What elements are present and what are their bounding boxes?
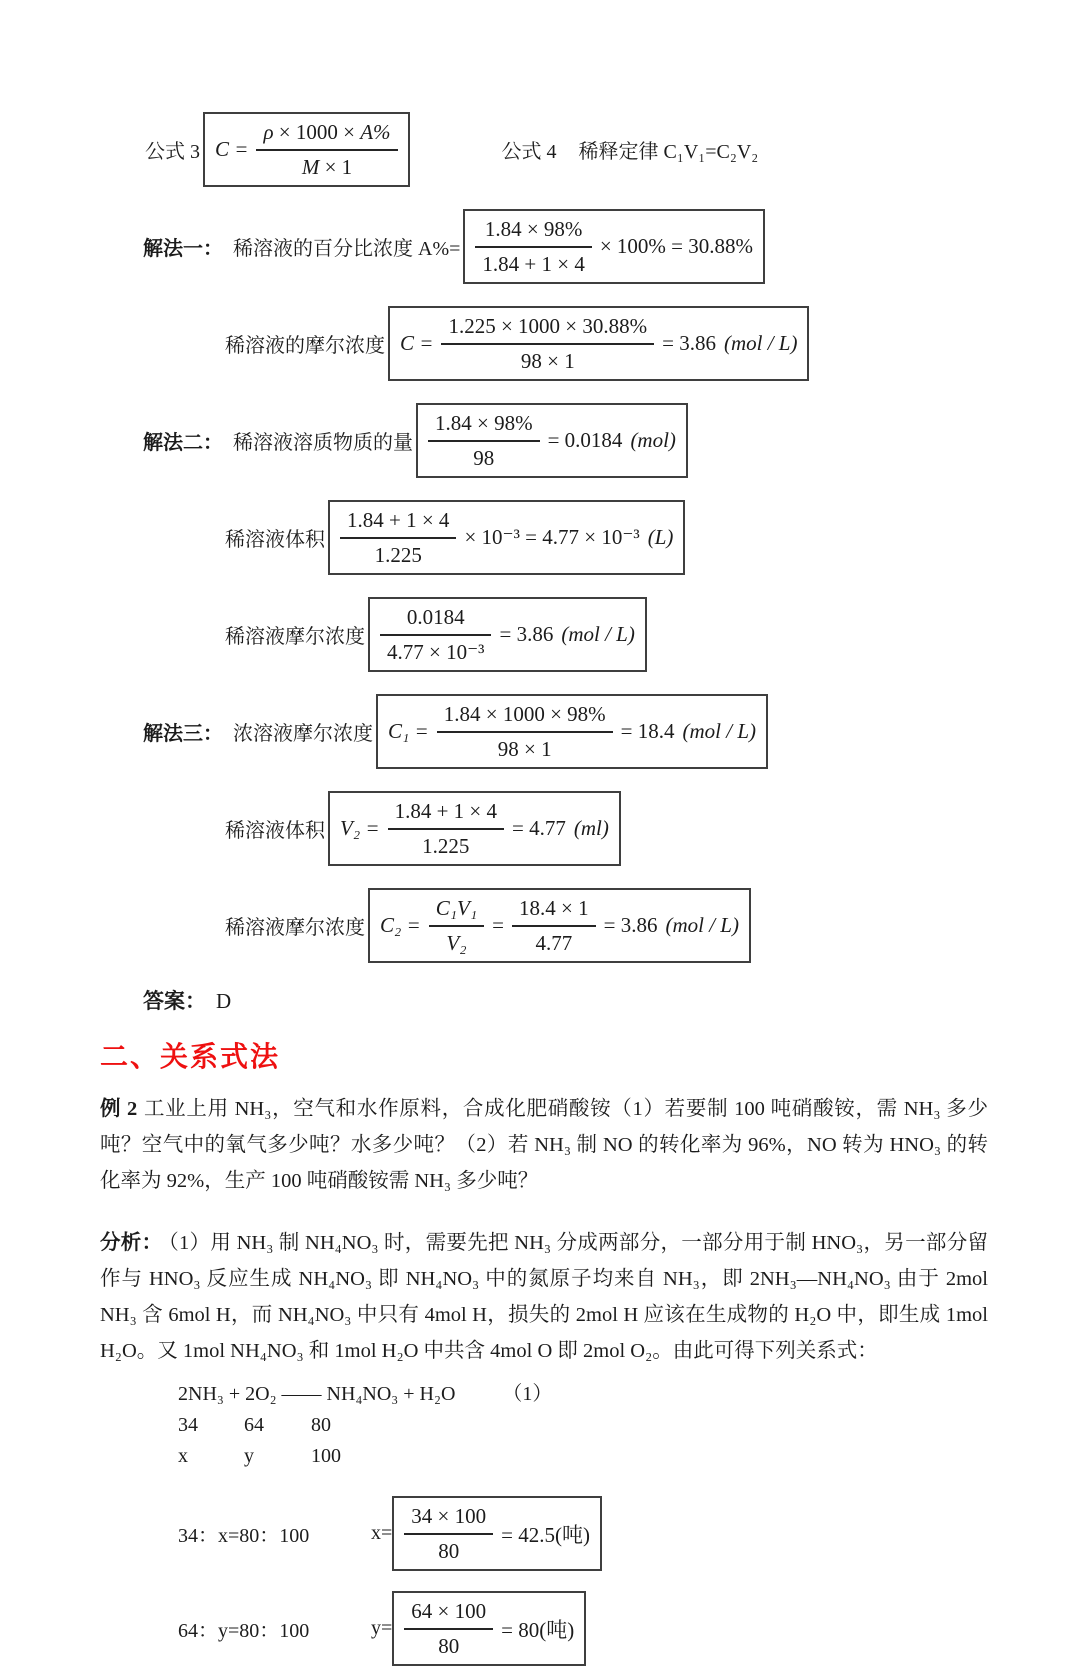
row-label: 稀溶液溶质物质的量	[233, 432, 413, 454]
fraction	[340, 506, 456, 569]
fraction-numerator: 1.84 + 1 × 4	[388, 797, 504, 830]
section-heading: 二、关系式法	[100, 1041, 281, 1072]
formula3-box	[203, 112, 410, 187]
result-text: × 10⁻³ = 4.77 × 10⁻³	[464, 525, 640, 549]
unit-text: (mol / L)	[723, 331, 798, 355]
times-1000: × 1000 ×	[273, 120, 361, 144]
formula-box	[392, 1591, 586, 1666]
fraction-numerator: 1.84 + 1 × 4	[340, 506, 456, 539]
solution1-line2	[100, 306, 988, 381]
dilution-law-label: 稀释定律	[578, 141, 659, 163]
solution2-line3	[100, 597, 988, 672]
result-text: = 42.5(吨)	[501, 1522, 590, 1547]
unit-text: (ml)	[573, 816, 609, 840]
formula-box	[388, 306, 809, 381]
formula-box	[463, 209, 765, 284]
lhs-variable: C₂ =	[380, 913, 421, 937]
analysis-text: （1）用 NH₃ 制 NH₄NO₃ 时，需要先把 NH₃ 分成两部分，一部分用于制 HNO₃，另一部分留作与 HNO₃ 反应生成 NH₄NO₃ 即 NH₄NO₃ 中的氮原子均来自 NH₃，即 2NH₃—NH₄NO₃ 由于 2mol NH₃ 含 6mol H，而 NH₄NO₃ 中只有 4mol H，损失的 2mol H 应该在生成物的 H₂O 中，即生成 1mol H₂O。又 1mol NH₄NO₃ 和 1mol H₂O 中共含 4mol O 即 2mol O₂。由此可得下列关系式：	[100, 1232, 989, 1362]
solution2-label: 解法二：	[143, 432, 223, 454]
solution1-line1	[100, 209, 988, 284]
fraction-denominator: 1.225	[374, 543, 422, 567]
row-label: 稀溶液的百分比浓度 A%=	[233, 238, 461, 260]
mass-o2: 64	[244, 1414, 264, 1436]
solution3-line1	[100, 694, 988, 769]
result-text: × 100% = 30.88%	[599, 234, 754, 258]
lhs-variable: C =	[400, 331, 434, 355]
fraction	[404, 1502, 493, 1565]
fraction-denominator: 98	[473, 446, 495, 470]
result-text: = 18.4	[620, 719, 675, 743]
example2-label: 例 2	[100, 1098, 138, 1120]
result-text: = 0.0184	[547, 428, 623, 452]
unit-text: (mol / L)	[682, 719, 757, 743]
fraction-numerator	[256, 118, 397, 151]
fraction-numerator: 34 × 100	[404, 1502, 493, 1535]
fraction-numerator: 0.0184	[380, 603, 491, 636]
formula-box	[368, 888, 751, 963]
target-100: 100	[311, 1445, 341, 1467]
formula-box	[328, 500, 685, 575]
solution3-line3	[100, 888, 988, 963]
result-text: = 3.86	[603, 913, 658, 937]
formula3-lhs: C =	[215, 137, 249, 161]
fraction	[388, 797, 504, 860]
x-equals: x=	[371, 1522, 393, 1544]
unit-text: (L)	[647, 525, 674, 549]
formula4-text	[502, 135, 759, 164]
formula3-label: 公式 3	[145, 141, 200, 163]
mass-nh3: 34	[178, 1414, 198, 1436]
formula-3-4-row	[100, 112, 988, 187]
dilution-law-equation: C₁V₁=C₂V₂	[663, 141, 759, 163]
row-label: 稀溶液摩尔浓度	[225, 626, 365, 648]
m-symbol: M	[301, 155, 320, 179]
symbolic-fraction	[429, 894, 484, 957]
fraction-denominator: 80	[438, 1539, 460, 1563]
fraction-numerator: 64 × 100	[404, 1597, 493, 1630]
mass-row	[178, 1410, 988, 1441]
formula-box	[376, 694, 768, 769]
y-equals: y=	[371, 1617, 393, 1639]
fraction	[437, 700, 613, 763]
fraction-denominator: 98 × 1	[497, 737, 552, 761]
fraction-denominator: 98 × 1	[520, 349, 575, 373]
fraction-numerator: 18.4 × 1	[512, 894, 596, 927]
unknown-row	[178, 1441, 988, 1472]
fraction	[475, 215, 591, 278]
fraction-numerator: 1.84 × 98%	[475, 215, 591, 248]
fraction	[404, 1597, 493, 1660]
analysis-label: 分析：	[100, 1232, 163, 1254]
numeric-fraction	[512, 894, 596, 957]
unknown-x: x	[178, 1445, 188, 1467]
row-label: 稀溶液的摩尔浓度	[225, 335, 385, 357]
unit-text: (mol / L)	[561, 622, 635, 646]
solution2-line1	[100, 403, 988, 478]
answer-value: D	[216, 989, 232, 1013]
analysis-paragraph	[100, 1225, 988, 1369]
fraction-denominator	[256, 151, 397, 181]
answer-row	[100, 985, 988, 1015]
fraction-denominator: 1.225	[422, 834, 470, 858]
formula-box	[392, 1496, 602, 1571]
result-text: = 80(吨)	[501, 1617, 575, 1642]
mass-nh4no3: 80	[311, 1414, 331, 1436]
row-label: 浓溶液摩尔浓度	[233, 723, 373, 745]
ratio-y: 64：y=80：100	[178, 1620, 310, 1642]
formula4-label: 公式 4	[501, 141, 557, 163]
result-text: = 4.77	[512, 816, 566, 840]
times-1: × 1	[319, 155, 353, 179]
solution1-label: 解法一：	[143, 238, 223, 260]
fraction	[380, 603, 491, 666]
calc-y-row	[178, 1591, 988, 1666]
fraction	[441, 312, 654, 375]
relation-equation-row	[178, 1379, 988, 1410]
example2-paragraph	[100, 1091, 988, 1199]
answer-label: 答案：	[143, 989, 206, 1013]
equals-sign: =	[492, 913, 505, 937]
rho-symbol: ρ	[263, 120, 274, 144]
unit-text: (mol / L)	[665, 913, 739, 937]
lhs-variable: C₁ =	[388, 719, 429, 743]
fraction-numerator: C₁V₁	[429, 894, 484, 927]
fraction-denominator: V₂	[446, 931, 467, 955]
fraction-denominator: 4.77 × 10⁻³	[387, 640, 485, 664]
formula-box	[328, 791, 621, 866]
solution2-line2	[100, 500, 988, 575]
formula-box	[368, 597, 647, 672]
example2-text: 工业上用 NH₃，空气和水作原料，合成化肥硝酸铵（1）若要制 100 吨硝酸铵，需 NH₃ 多少吨？空气中的氧气多少吨？水多少吨？（2）若 NH₃ 制 NO 的转化率为 96%，NO 转为 HNO₃ 的转化率为 92%，生产 100 吨硝酸铵需 NH₃ 多少吨？	[100, 1098, 988, 1192]
calc-x-row	[178, 1496, 988, 1571]
unknown-y: y	[244, 1445, 254, 1467]
fraction	[428, 409, 540, 472]
fraction-numerator: 1.84 × 98%	[428, 409, 540, 442]
ratio-x: 34：x=80：100	[178, 1525, 310, 1547]
fraction-numerator: 1.225 × 1000 × 30.88%	[441, 312, 654, 345]
result-text: = 3.86	[662, 331, 716, 355]
fraction-denominator: 1.84 + 1 × 4	[482, 252, 585, 276]
a-percent-symbol: A%	[360, 120, 391, 144]
solution3-label: 解法三：	[143, 723, 223, 745]
row-label: 稀溶液体积	[225, 820, 325, 842]
relation-equation-block	[178, 1379, 988, 1472]
result-text: = 3.86	[499, 622, 554, 646]
equation-number: （1）	[502, 1383, 553, 1405]
solution3-line2	[100, 791, 988, 866]
unit-text: (mol)	[630, 428, 676, 452]
lhs-variable: V₂ =	[340, 816, 380, 840]
formula3-fraction	[256, 118, 397, 181]
row-label: 稀溶液体积	[225, 529, 325, 551]
relation-equation: 2NH₃ + 2O₂ —— NH₄NO₃ + H₂O	[178, 1383, 456, 1405]
formula-box	[416, 403, 688, 478]
fraction-numerator: 1.84 × 1000 × 98%	[437, 700, 613, 733]
fraction-denominator: 80	[438, 1634, 460, 1658]
fraction-denominator: 4.77	[535, 931, 573, 955]
row-label: 稀溶液摩尔浓度	[225, 917, 365, 939]
